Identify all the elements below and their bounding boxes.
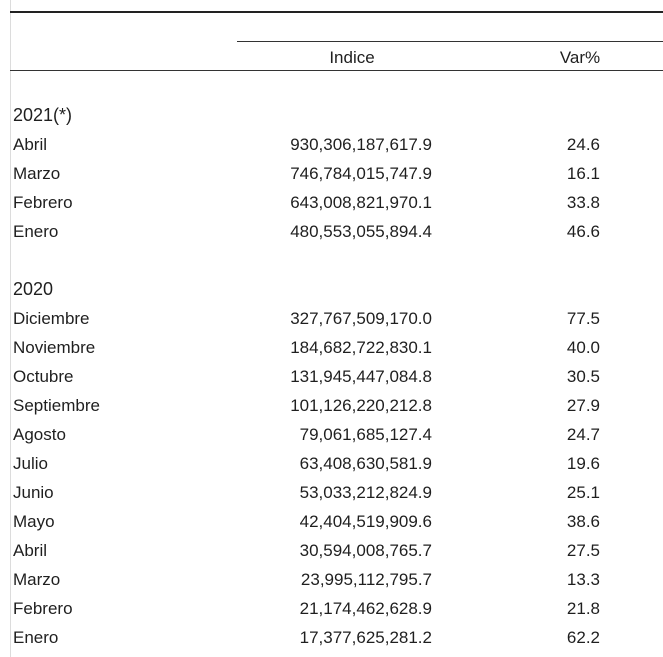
month-cell: Enero xyxy=(13,628,59,647)
month-cell: Marzo xyxy=(13,164,61,183)
var-cell: 24.7 xyxy=(566,425,600,444)
month-cell: Diciembre xyxy=(13,309,90,328)
index-cell: 79,061,685,127.4 xyxy=(299,425,432,444)
var-cell: 13.3 xyxy=(566,570,600,589)
var-cell: 21.8 xyxy=(566,599,600,618)
section-year-row[interactable] xyxy=(0,275,663,304)
month-cell: Noviembre xyxy=(13,338,96,357)
month-cell: Agosto xyxy=(13,425,66,444)
column-header-indice[interactable]: Indice xyxy=(329,48,375,67)
var-cell: 38.6 xyxy=(566,512,600,531)
table-row[interactable] xyxy=(0,449,663,478)
table-row[interactable] xyxy=(0,594,663,623)
var-cell: 19.6 xyxy=(566,454,600,473)
table-row[interactable] xyxy=(0,333,663,362)
month-cell: Abril xyxy=(13,135,48,154)
section-year-row[interactable] xyxy=(0,101,663,130)
index-cell: 53,033,212,824.9 xyxy=(299,483,432,502)
var-cell: 46.6 xyxy=(566,222,600,241)
var-cell: 16.1 xyxy=(566,164,600,183)
var-cell: 62.2 xyxy=(566,628,600,647)
index-cell: 30,594,008,765.7 xyxy=(299,541,432,560)
index-cell: 184,682,722,830.1 xyxy=(290,338,432,357)
index-cell: 21,174,462,628.9 xyxy=(299,599,432,618)
var-cell: 30.5 xyxy=(566,367,600,386)
header-bottom-border xyxy=(10,70,663,71)
index-cell: 42,404,519,909.6 xyxy=(299,512,432,531)
table-row[interactable] xyxy=(0,391,663,420)
index-cell: 101,126,220,212.8 xyxy=(290,396,432,415)
table-row[interactable] xyxy=(0,565,663,594)
header-divider xyxy=(237,41,663,42)
month-cell: Junio xyxy=(13,483,54,502)
table-row[interactable] xyxy=(0,217,663,246)
year-label: 2021(*) xyxy=(13,105,73,125)
table-row[interactable] xyxy=(0,536,663,565)
table-row[interactable] xyxy=(0,478,663,507)
index-cell: 23,995,112,795.7 xyxy=(300,570,432,589)
month-cell: Julio xyxy=(13,454,48,473)
index-cell: 643,008,821,970.1 xyxy=(290,193,432,212)
var-cell: 27.9 xyxy=(566,396,600,415)
table-top-border xyxy=(10,11,663,13)
table-row[interactable] xyxy=(0,130,663,159)
index-cell: 63,408,630,581.9 xyxy=(299,454,432,473)
month-cell: Enero xyxy=(13,222,59,241)
table-row[interactable] xyxy=(0,362,663,391)
table-row[interactable] xyxy=(0,304,663,333)
month-cell: Febrero xyxy=(13,599,73,618)
table-row[interactable] xyxy=(0,188,663,217)
table-row[interactable] xyxy=(0,420,663,449)
table-row[interactable] xyxy=(0,507,663,536)
year-label: 2020 xyxy=(13,279,54,299)
index-cell: 480,553,055,894.4 xyxy=(290,222,432,241)
month-cell: Octubre xyxy=(13,367,74,386)
index-cell: 746,784,015,747.9 xyxy=(290,164,432,183)
table-row[interactable] xyxy=(0,623,663,652)
var-cell: 77.5 xyxy=(566,309,600,328)
table-row[interactable] xyxy=(0,159,663,188)
var-cell: 27.5 xyxy=(566,541,600,560)
index-cell: 327,767,509,170.0 xyxy=(290,309,432,328)
column-header-var[interactable]: Var% xyxy=(559,48,601,67)
var-cell: 24.6 xyxy=(566,135,600,154)
index-cell: 17,377,625,281.2 xyxy=(299,628,432,647)
var-cell: 40.0 xyxy=(566,338,600,357)
month-cell: Septiembre xyxy=(13,396,100,415)
index-cell: 131,945,447,084.8 xyxy=(290,367,432,386)
month-cell: Marzo xyxy=(13,570,61,589)
month-cell: Mayo xyxy=(13,512,55,531)
var-cell: 25.1 xyxy=(566,483,600,502)
month-cell: Febrero xyxy=(13,193,73,212)
index-cell: 930,306,187,617.9 xyxy=(290,135,432,154)
month-cell: Abril xyxy=(13,541,48,560)
var-cell: 33.8 xyxy=(566,193,600,212)
